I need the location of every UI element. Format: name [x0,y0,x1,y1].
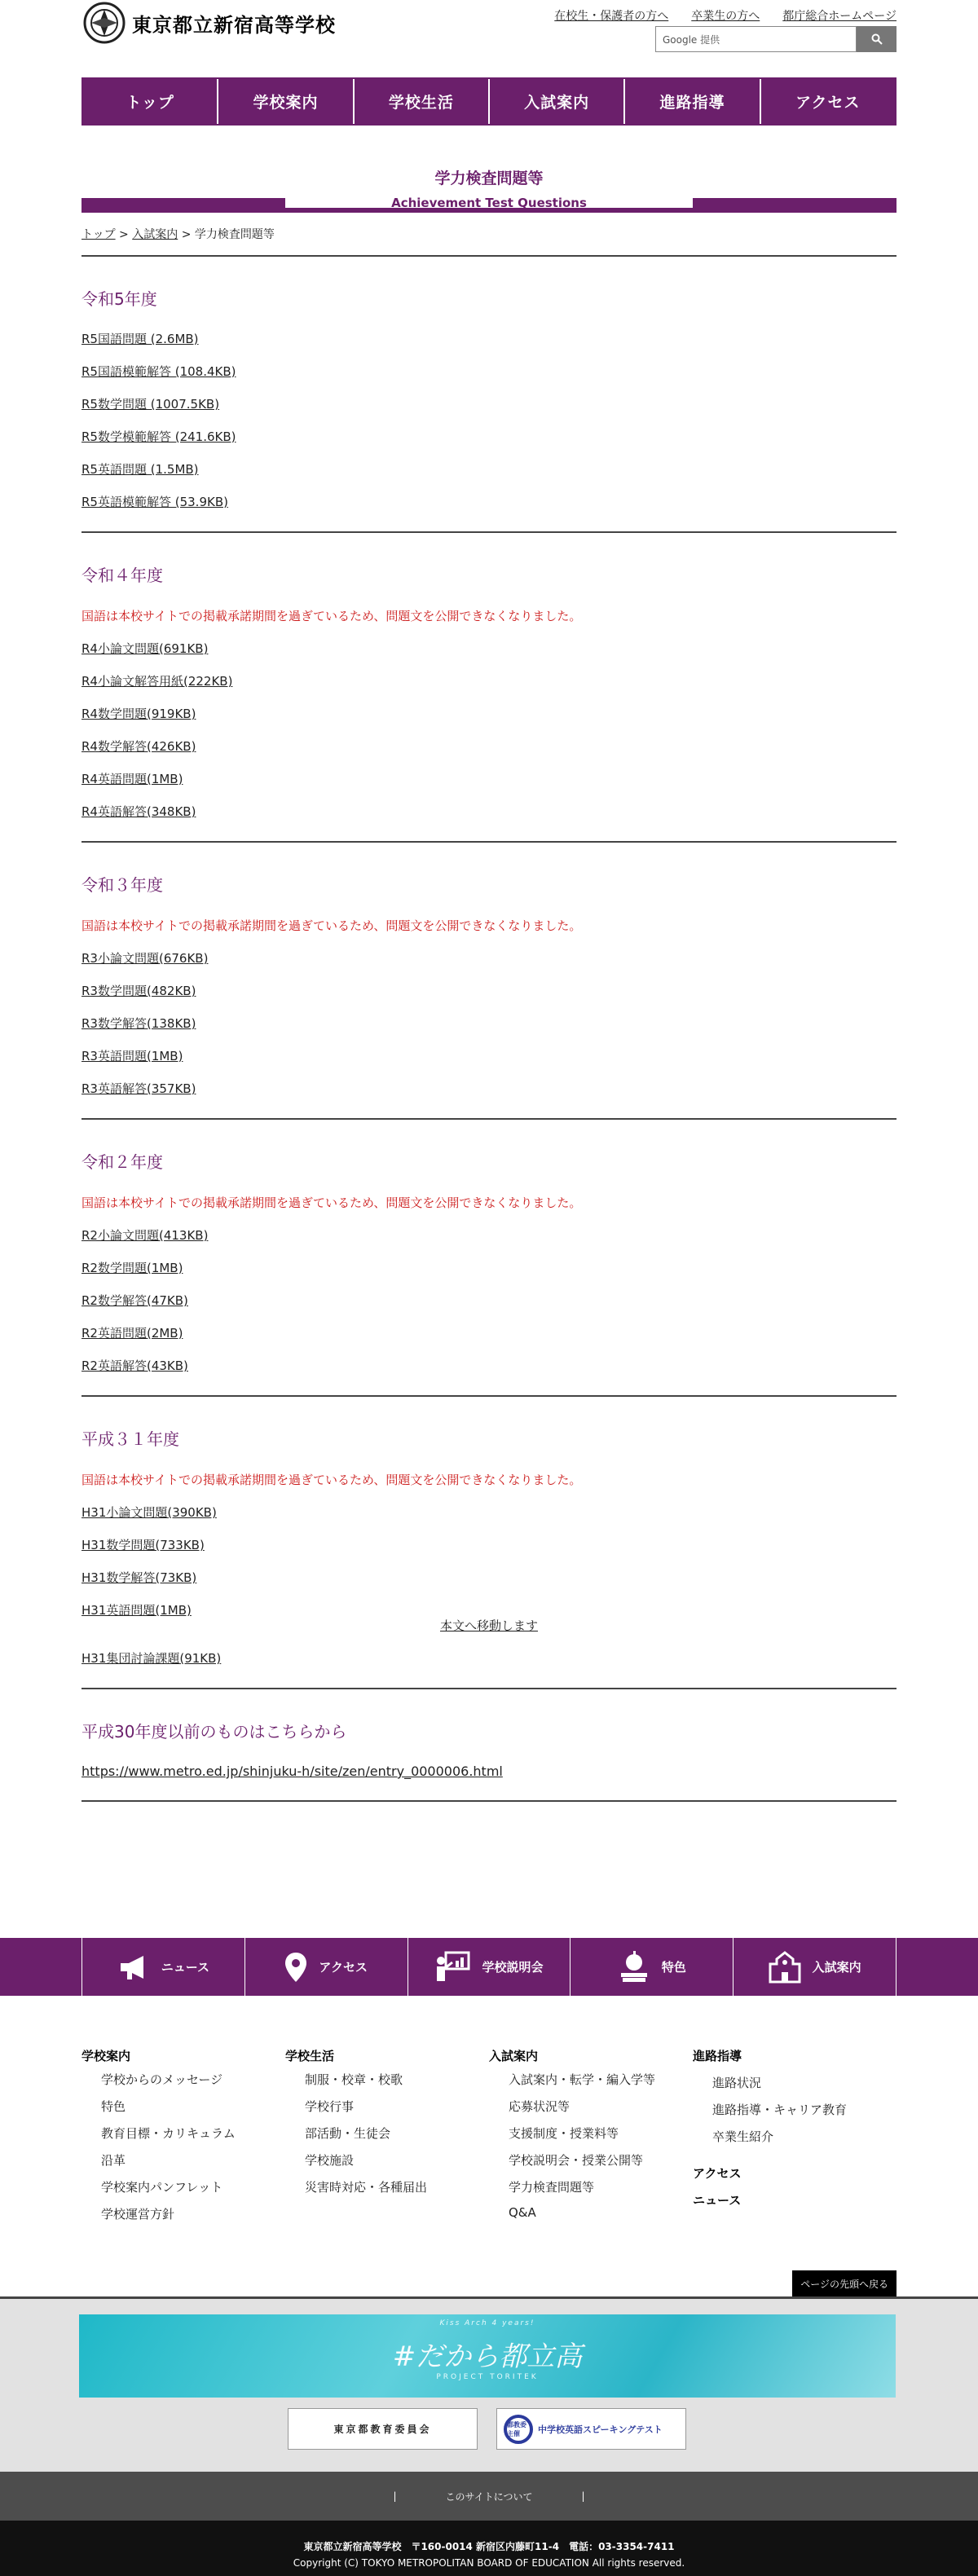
page-top-button[interactable]: ページの先頭へ戻る [792,2270,896,2297]
sitemap-link[interactable]: 応募状況等 [509,2099,570,2114]
footer-sitemap [82,2047,896,2232]
skip-to-content-link[interactable]: 本文へ移動します [439,1618,538,1633]
search-input[interactable]: Google 提供 [655,26,857,52]
section-r2 [82,1120,896,1397]
download-link[interactable]: R5国語模範解答 (108.4KB) [82,364,236,379]
download-link[interactable]: R4数学解答(426KB) [82,739,196,754]
map-pin-icon [284,1952,307,1983]
sitemap-link[interactable]: 進路状況 [712,2076,762,2090]
download-link[interactable]: R2数学解答(47KB) [82,1293,188,1308]
megaphone-icon [117,1953,150,1982]
search-button[interactable] [857,26,896,52]
breadcrumb-admissions[interactable]: 入試案内 [132,228,178,241]
section-r4 [82,533,896,843]
download-link[interactable]: H31数学解答(73KB) [82,1570,197,1585]
section-r3 [82,843,896,1120]
footer-address: 東京都立新宿高等学校 〒160-0014 新宿区内藤町11-4 電話：03-3354-7411 [303,2541,675,2552]
download-link[interactable]: R4小論文解答用紙(222KB) [82,674,233,689]
sitemap-link[interactable]: 学校行事 [305,2099,355,2114]
section-title: 令和２年度 [82,1152,163,1172]
download-link[interactable]: R5国語問題 (2.6MB) [82,332,199,346]
about-site-link[interactable]: このサイトについて [445,2490,533,2503]
sitemap-col-school-life [285,2047,489,2232]
sitemap-link[interactable]: 学力検査問題等 [509,2180,595,2195]
banner-access[interactable]: アクセス [245,1938,408,1996]
speaking-test-banner[interactable]: 都教委主催 中学校英語スピーキングテスト [496,2408,686,2450]
school-emblem-icon [82,0,127,46]
banner-features[interactable]: 特色 [570,1938,734,1996]
sitemap-link[interactable]: 特色 [101,2099,126,2114]
banner-nav [0,1938,978,1996]
download-link[interactable]: R3数学問題(482KB) [82,984,196,998]
search-icon [871,33,883,45]
link-tokyo-gov[interactable]: 都庁総合ホームページ [782,10,896,23]
sitemap-col-admissions [489,2047,693,2232]
copyright-notice: 国語は本校サイトでの掲載承諾期間を過ぎているため、問題文を公開できなくなりました。 [82,1196,582,1210]
section-title: 令和３年度 [82,875,163,895]
speaking-test-logo-icon: 都教委主催 [504,2415,533,2444]
download-link[interactable]: H31数学問題(733KB) [82,1538,205,1552]
school-name: 東京都立新宿高等学校 [132,13,336,37]
section-title: 平成30年度以前のものはこちらから [82,1722,347,1742]
sitemap-link[interactable]: 学校案内パンフレット [101,2180,223,2195]
download-link[interactable]: R5英語模範解答 (53.9KB) [82,495,228,509]
banner-news[interactable]: ニュース [82,1938,245,1996]
section-older [82,1689,896,1802]
download-link[interactable]: R3英語問題(1MB) [82,1049,183,1063]
download-link[interactable]: R5数学模範解答 (241.6KB) [82,429,236,444]
breadcrumb-current: 学力検査問題等 [194,228,275,241]
download-link[interactable]: R2英語問題(2MB) [82,1326,183,1341]
sitemap-link[interactable]: 教育目標・カリキュラム [101,2126,236,2141]
copyright-notice: 国語は本校サイトでの掲載承諾期間を過ぎているため、問題文を公開できなくなりました。 [82,609,582,623]
board-of-education-banner[interactable]: 東京都教育委員会 [288,2408,478,2450]
sitemap-link[interactable]: 学校施設 [305,2153,355,2168]
banner-admissions[interactable]: 入試案内 [734,1938,896,1996]
sitemap-col-career [693,2047,896,2232]
title-bar [82,198,896,213]
sitemap-heading-access[interactable]: アクセス [693,2166,742,2181]
copyright-notice: 国語は本校サイトでの掲載承諾期間を過ぎているため、問題文を公開できなくなりました。 [82,1473,582,1487]
presentation-icon [434,1951,470,1984]
sitemap-link[interactable]: 支援制度・授業料等 [509,2126,619,2141]
banner-info-session[interactable]: 学校説明会 [408,1938,571,1996]
download-link[interactable]: R2小論文問題(413KB) [82,1228,209,1243]
footer-bottom [0,2521,978,2576]
page-title-jp: 学力検査問題等 [434,170,544,187]
page-title-en: Achievement Test Questions [285,198,693,208]
sitemap-link[interactable]: 学校説明会・授業公開等 [509,2153,644,2168]
footer-links: | このサイトについて | [0,2472,978,2521]
global-nav [82,77,896,125]
breadcrumb-top[interactable]: トップ [82,228,116,241]
apple-books-icon [618,1951,650,1984]
section-title: 令和5年度 [82,289,157,309]
download-link[interactable]: H31英語問題(1MB) [82,1603,192,1618]
download-link[interactable]: R4英語問題(1MB) [82,772,183,786]
download-link[interactable]: R2数学問題(1MB) [82,1261,183,1275]
download-link[interactable]: R4英語解答(348KB) [82,804,196,819]
section-h31 [82,1397,896,1689]
section-r5 [82,257,896,533]
footer-copyright: Copyright (C) TOKYO METROPOLITAN BOARD OF EDUCATION All rights reserved. [293,2557,685,2569]
sitemap-link[interactable]: 沿革 [101,2153,126,2168]
school-building-icon [769,1951,801,1984]
link-current-students[interactable]: 在校生・保護者の方へ [554,10,669,23]
sitemap-link[interactable]: 卒業生紹介 [712,2129,774,2144]
download-link[interactable]: H31小論文問題(390KB) [82,1505,217,1520]
section-title: 平成３１年度 [82,1429,179,1449]
download-link[interactable]: R3小論文問題(676KB) [82,951,209,966]
sitemap-heading[interactable]: 学校案内 [82,2049,131,2063]
section-title: 令和４年度 [82,566,163,585]
download-link[interactable]: H31集団討論課題(91KB) [82,1651,222,1666]
sitemap-link[interactable]: 学校からのメッセージ [101,2072,223,2087]
sitemap-heading-news[interactable]: ニュース [693,2193,742,2208]
search-form [655,26,896,52]
sitemap-link[interactable]: 進路指導・キャリア教育 [712,2103,848,2117]
sitemap-link[interactable]: 入試案内・転学・編入学等 [509,2072,656,2087]
copyright-notice: 国語は本校サイトでの掲載承諾期間を過ぎているため、問題文を公開できなくなりました。 [82,918,582,933]
nav-admissions[interactable]: 入試案内 [490,79,625,124]
download-link[interactable]: R2英語解答(43KB) [82,1358,188,1373]
sitemap-heading[interactable]: 進路指導 [693,2049,742,2063]
download-link[interactable]: R3数学解答(138KB) [82,1016,196,1031]
sitemap-link[interactable]: 学校運営方針 [101,2207,175,2222]
download-link[interactable]: R3英語解答(357KB) [82,1081,196,1096]
toritai-banner[interactable]: Kiss Arch 4 years! #だから都立高 PROJECT TORITEK [79,2314,896,2398]
site-logo[interactable] [82,0,336,46]
nav-school-life[interactable]: 学校生活 [355,79,490,124]
top-links [554,7,896,24]
download-link[interactable]: R5数学問題 (1007.5KB) [82,397,220,412]
sitemap-link[interactable]: 部活動・生徒会 [305,2126,391,2141]
sitemap-link[interactable]: Q&A [509,2205,536,2220]
sitemap-heading[interactable]: 入試案内 [489,2049,539,2063]
page-title [82,166,896,213]
nav-career[interactable]: 進路指導 [625,79,760,124]
nav-school-guide[interactable]: 学校案内 [218,79,354,124]
site-header [82,0,896,77]
nav-top[interactable]: トップ [83,79,218,124]
breadcrumb: トップ > 入試案内 > 学力検査問題等 [82,228,275,241]
sitemap-link[interactable]: 制服・校章・校歌 [305,2072,403,2087]
nav-access[interactable]: アクセス [795,94,861,112]
download-link[interactable]: R5英語問題 (1.5MB) [82,462,199,477]
download-link[interactable]: R4小論文問題(691KB) [82,641,209,656]
archive-url-link[interactable]: https://www.metro.ed.jp/shinjuku-h/site/zen/entry_0000006.html [82,1764,503,1779]
sitemap-link[interactable]: 災害時対応・各種届出 [305,2180,428,2195]
sitemap-col-school-guide [82,2047,285,2232]
download-link[interactable]: R4数学問題(919KB) [82,707,196,721]
link-alumni[interactable]: 卒業生の方へ [691,10,760,23]
sitemap-heading[interactable]: 学校生活 [285,2049,335,2063]
